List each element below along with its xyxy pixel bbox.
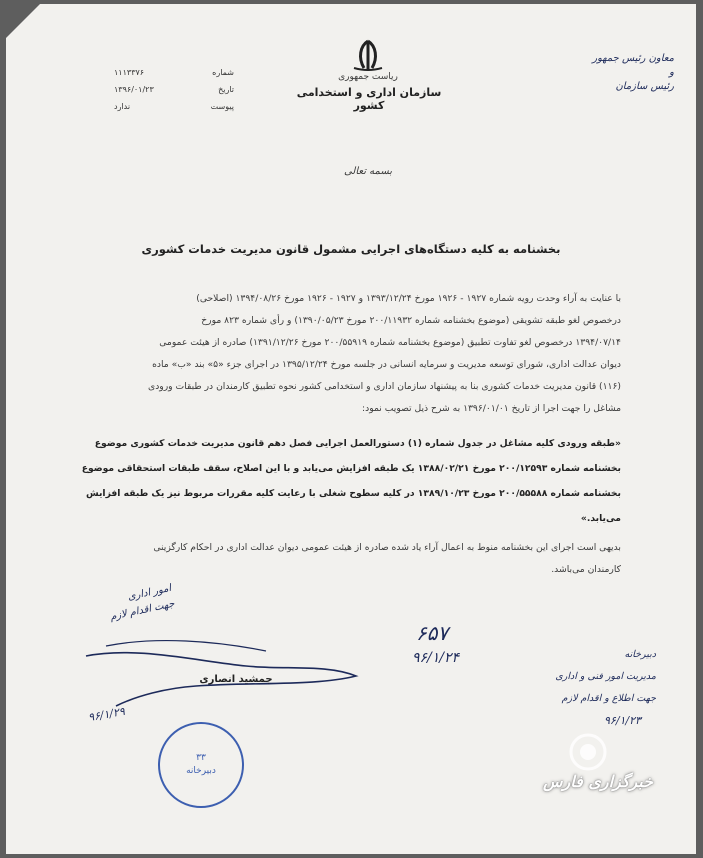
page-fold — [6, 4, 40, 38]
secretariat-stamp — [158, 722, 244, 808]
org-name: سازمان اداری و استخدامی کشور — [296, 86, 442, 112]
date-label: تاریخ — [218, 85, 234, 94]
iran-emblem-icon — [348, 38, 388, 72]
closing-line-2: کارمندان می‌باشد. — [551, 564, 621, 575]
top-right-note-line2: و — [669, 67, 674, 78]
stamp-number: ۳۳ — [196, 753, 206, 763]
left-date: ۹۶/۱/۲۹ — [87, 704, 126, 725]
watermark-text: خبرگزاری فارس — [542, 772, 654, 791]
number-value: ۱۱۱۳۳۷۶ — [114, 68, 145, 77]
center-date: ۹۶/۱/۲۴ — [412, 650, 460, 666]
body-line-3: ۱۳۹۴/۰۷/۱۴ درخصوص لغو تفاوت تطبیق (موضوع بخشنامه شماره ۲۰۰/۵۵۹۱۹ مورخ ۱۳۹۱/۱۲/۲۶) صادره از هیئت عمومی — [159, 337, 621, 348]
stamp-text: دبیرخانه — [186, 766, 216, 776]
bold-line-4: می‌یابد.» — [580, 513, 621, 524]
signatory-name: جمشید انصاری — [199, 674, 273, 685]
signature-scribble-icon — [76, 626, 366, 716]
right-handwritten-note — [456, 644, 656, 710]
top-right-note-line1: معاون رئیس جمهور — [592, 53, 674, 64]
closing-line-1: بدیهی است اجرای این بخشنامه منوط به اعمال آراء یاد شده صادره از هیئت عمومی دیوان عدالت اداری در احکام کارگزینی — [153, 542, 621, 553]
document-title: بخشنامه به کلیه دستگاه‌های اجرایی مشمول قانون مدیریت خدمات کشوری — [141, 242, 561, 256]
body-line-5: (۱۱۶) قانون مدیریت خدمات کشوری بنا به پیشنهاد سازمان اداری و استخدامی کشور نحوه تطبیق کارمندان در طبقات ورودی — [148, 381, 621, 392]
number-label: شماره — [212, 68, 234, 77]
right-date: ۹۶/۱/۲۳ — [604, 714, 641, 727]
fars-logo-icon — [568, 732, 608, 772]
attach-label: پیوست — [210, 102, 234, 111]
office-title: ریاست جمهوری — [338, 72, 398, 82]
left-note-line2: جهت اقدام لازم — [109, 598, 176, 623]
basmala: بسمه تعالی — [343, 166, 393, 177]
right-note-line1: دبیرخانه — [624, 649, 656, 660]
top-right-note-line3: رئیس سازمان — [615, 81, 674, 92]
body-line-4: دیوان عدالت اداری، شورای توسعه مدیریت و سرمایه انسانی در جلسه مورخ ۱۳۹۵/۱۲/۲۴ در اجرای جزء «۵» بند «ب» ماده — [152, 359, 621, 370]
attach-value: ندارد — [114, 102, 131, 111]
right-note-line2: مدیریت امور فنی و اداری — [555, 671, 656, 682]
left-note-line1: امور اداری — [126, 582, 173, 603]
body-line-6: مشاغل را جهت اجرا از تاریخ ۱۳۹۶/۰۱/۰۱ به شرح ذیل تصویب نمود: — [362, 403, 621, 414]
top-right-note — [592, 52, 674, 94]
center-number: ۶۵۷ — [416, 621, 449, 645]
body-line-2: درخصوص لغو طبقه تشویقی (موضوع بخشنامه شماره ۲۰۰/۱۱۹۳۲ مورخ ۱۳۹۰/۰۵/۲۳) و رأی شماره ۸۲۳ مورخ — [201, 315, 621, 326]
right-note-line3: جهت اطلاع و اقدام لازم — [561, 693, 656, 704]
bold-line-2: بخشنامه شماره ۲۰۰/۱۲۵۹۳ مورخ ۱۳۸۸/۰۲/۲۱ یک طبقه افزایش می‌یابد و با این اصلاح، سقف طبقات استحقاقی موضوع — [81, 463, 621, 474]
bold-line-3: بخشنامه شماره ۲۰۰/۵۵۵۸۸ مورخ ۱۳۸۹/۱۰/۲۳ در کلیه سطوح شغلی با رعایت کلیه مقررات مربوط نیز یک طبقه افزایش — [85, 488, 621, 499]
document-page — [6, 4, 696, 854]
body-line-1: با عنایت به آراء وحدت رویه شماره ۱۹۲۷ - ۱۹۲۶ مورخ ۱۳۹۳/۱۲/۲۴ و ۱۹۲۷ - ۱۹۲۶ مورخ ۱۳۹۴/۰۸/۲۶ (اصلاحی) — [196, 293, 621, 304]
date-value: ۱۳۹۶/۰۱/۲۳ — [114, 85, 154, 94]
bold-line-1: «طبقه ورودی کلیه مشاغل در جدول شماره (۱) دستورالعمل اجرایی فصل دهم قانون مدیریت خدمات کشوری موضوع — [94, 438, 621, 449]
reference-block — [114, 68, 234, 111]
